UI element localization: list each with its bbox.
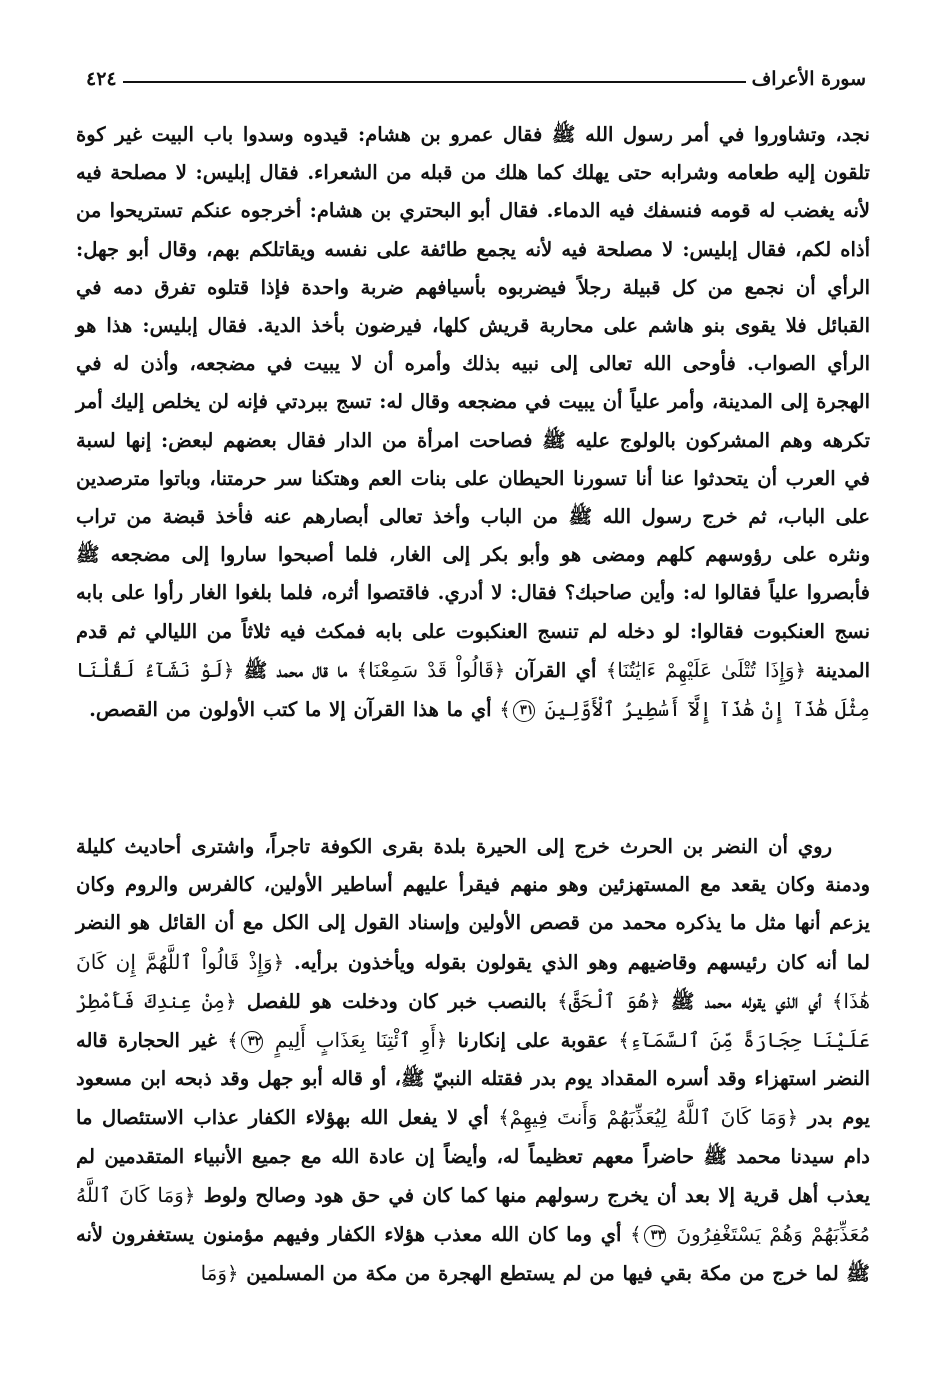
quran-verse: وَمَا كَانَ ٱللَّهُ مُعَذِّبَهُمْ وَهُمْ يَسْتَغْفِرُونَ [76, 1182, 870, 1247]
text-segment: بالنصب خبر كان ودخلت هو للفصل [246, 989, 547, 1013]
quran-verse: مِنْ عِندِكَ فَأَمْطِرْ عَلَيْنَا حِجَارَةً مِّنَ ٱلسَّمَآءِ [76, 988, 870, 1053]
verse-close-bracket: ﴾ [618, 1029, 630, 1053]
verse-close-bracket: ﴾ [356, 658, 369, 682]
verse-number-marker: ٣١ [513, 700, 535, 722]
verse-close-bracket: ﴾ [630, 1223, 642, 1247]
text-segment: نجد، وتشاوروا في أمر رسول الله ﷺ فقال عمرو بن هشام: قيدوه وسدوا باب البيت غير كوة تلقون إليه طعامه وشرابه حتى يهلك كما هلك من قبله من الشعراء. فقال إبليس: لا مصلحة فيه لأنه يغضب له قومه فنسفك فيه الدماء. فقال أبو البحتري بن هشام: أخرجوه عنكم تستريحوا من أذاه لكم، فقال إبليس: لا مصلحة فيه لأنه يجمع طائفة على نفسه ويقاتلكم بهم، وقال أبو جهل: الرأي أن نجمع من كل قبيلة رجلاً فيضربوه بأسيافهم ضربة واحدة فإذا قتلوه تفرق دمه في القبائل فلا يقوى بنو هاشم على محاربة قريش كلها، فيرضون بأخذ الدية. فقال إبليس: هذا هو الرأي الصواب. فأوحى الله تعالى إلى نبيه بذلك وأمره أن لا يبيت في مضجعه، وأذن له في الهجرة إلى المدينة، وأمر علياً أن يبيت في مضجعه وقال له: تسج ببردتي فإنه لن يخلص إليك أمر تكرهه وهم المشركون بالولوج عليه ﷺ فصاحت امرأة من الدار فقال بعضهم لبعض: إنها لسبة في العرب أن يتحدثوا عنا أنا تسورنا الحيطان على بنات العم وهتكنا سر حرمتنا، وباتوا مترصدين على الباب، ثم خرج رسول الله ﷺ من الباب وأخذ تعالى أبصارهم عنه فأخذ قبضة من تراب ونثره على رؤوسهم كلهم ومضى هو وأبو بكر إلى الغار، فلما أصبحوا ساروا إلى مضجعه ﷺ فأبصروا علياً فقالوا له: وأين صاحبك؟ فقال: لا أدري. فاقتصوا أثره، فلما بلغوا الغار رأوا على بابه نسج العنكبوت فقالوا: لو دخله لم تنسج العنكبوت على بابه فمكث فيه ثلاثاً من الليالي ثم قدم المدينة [76, 123, 871, 682]
page-number: ٤٢٤ [86, 68, 117, 90]
text-segment: أي ما هذا القرآن إلا ما كتب الأولون من القصص. [89, 698, 492, 722]
running-header [78, 62, 868, 96]
verse-close-bracket: ﴾ [499, 698, 511, 722]
text-segment: أي الذي يقوله محمد ﷺ [670, 989, 822, 1013]
text-segment: غير الحجارة قاله النضر استهزاء وقد أسره المقداد يوم بدر فقتله النبيّ ﷺ، أو قاله أبو جهل وقد ذبحه ابن مسعود يوم بدر [76, 1029, 870, 1130]
verse-number-marker: ٣٣ [644, 1225, 666, 1247]
verse-close-bracket: ﴾ [557, 989, 569, 1013]
quran-verse: وَإِذَا تُتْلَىٰ عَلَيْهِمْ ءَايَٰتُنَا [617, 657, 795, 682]
verse-close-bracket: ﴾ [831, 989, 844, 1013]
verse-open-bracket: ﴿ [272, 950, 285, 974]
header-rule [123, 81, 746, 83]
verse-open-bracket: ﴿ [224, 989, 237, 1013]
verse-close-bracket: ﴾ [498, 1106, 510, 1130]
text-segment: ما قال محمد ﷺ [243, 658, 348, 682]
verse-open-bracket: ﴿ [435, 1029, 448, 1053]
quran-verse: وَإِذْ قَالُواْ ٱللَّهُمَّ إِن كَانَ هَٰذَا [76, 949, 871, 1013]
verse-open-bracket: ﴿ [648, 989, 661, 1013]
verse-open-bracket: ﴿ [222, 658, 235, 682]
text-segment: أي وما كان الله معذب هؤلاء الكفار وفيهم مؤمنون يستغفرون لأنه ﷺ لما خرج من مكة بقي فيها من لم يستطع الهجرة من مكة من المسلمين [76, 1223, 870, 1286]
quran-verse: هُوَ ٱلْحَقَّ [568, 988, 649, 1013]
surah-title: سورة الأعراف [751, 68, 866, 90]
text-segment: روي أن النضر بن الحرث خرج إلى الحيرة بلدة بقرى الكوفة تاجراً، واشترى أحاديث كليلة ودمنة وكان يقعد مع المستهزئين وهو منهم فيقرأ عليهم أساطير الأولين، كالفرس والروم وكان يزعم أنها مثل ما يذكره محمد من قصص الأولين وإسناد القول إلى الكل مع أن القائل هو النضر لما أنه كان رئيسهم وقاضيهم وهو الذي يقولون بقوله ويأخذون برأيه. [76, 835, 870, 974]
quran-verse: وَمَا كَانَ ٱللَّهُ لِيُعَذِّبَهُمْ وَأَنتَ فِيهِمْ [509, 1105, 787, 1130]
verse-open-bracket: ﴿ [493, 658, 506, 682]
verse-close-bracket: ﴾ [605, 658, 618, 682]
verse-open-bracket: ﴿ [227, 1262, 239, 1286]
paragraph-nadr-ibn-harith [76, 828, 870, 1293]
verse-open-bracket: ﴿ [183, 1183, 196, 1207]
verse-open-bracket: ﴿ [786, 1106, 799, 1130]
quran-verse: وَمَا [200, 1261, 228, 1286]
text-segment: أي القرآن [514, 658, 597, 682]
verse-number-marker: ٣٢ [241, 1031, 263, 1053]
quran-verse: قَالُواْ قَدْ سَمِعْنَا [368, 657, 494, 682]
paragraph-story-of-hijra [76, 116, 870, 729]
quran-verse: أَوِ ٱئْتِنَا بِعَذَابٍ أَلِيمٍ [274, 1028, 436, 1053]
verse-open-bracket: ﴿ [794, 658, 806, 682]
quran-verse: لَوْ نَشَآءُ لَقُلْنَا مِثْلَ هَٰذَآ إِنْ هَٰذَآ إِلَّآ أَسَٰطِيرُ ٱلْأَوَّلِينَ [76, 657, 870, 722]
text-segment: أي لا يفعل الله بهؤلاء الكفار عذاب الاستئصال ما دام سيدنا محمد ﷺ حاضراً معهم تعظيماً له، وأيضاً إن عادة الله مع جميع الأنبياء المتقدمين لم يعذب أهل قرية إلا بعد أن يخرج رسولهم منها كما كان في حق هود وصالح ولوط [76, 1106, 871, 1207]
verse-close-bracket: ﴾ [227, 1029, 239, 1053]
text-segment: عقوبة على إنكارنا [457, 1029, 609, 1053]
